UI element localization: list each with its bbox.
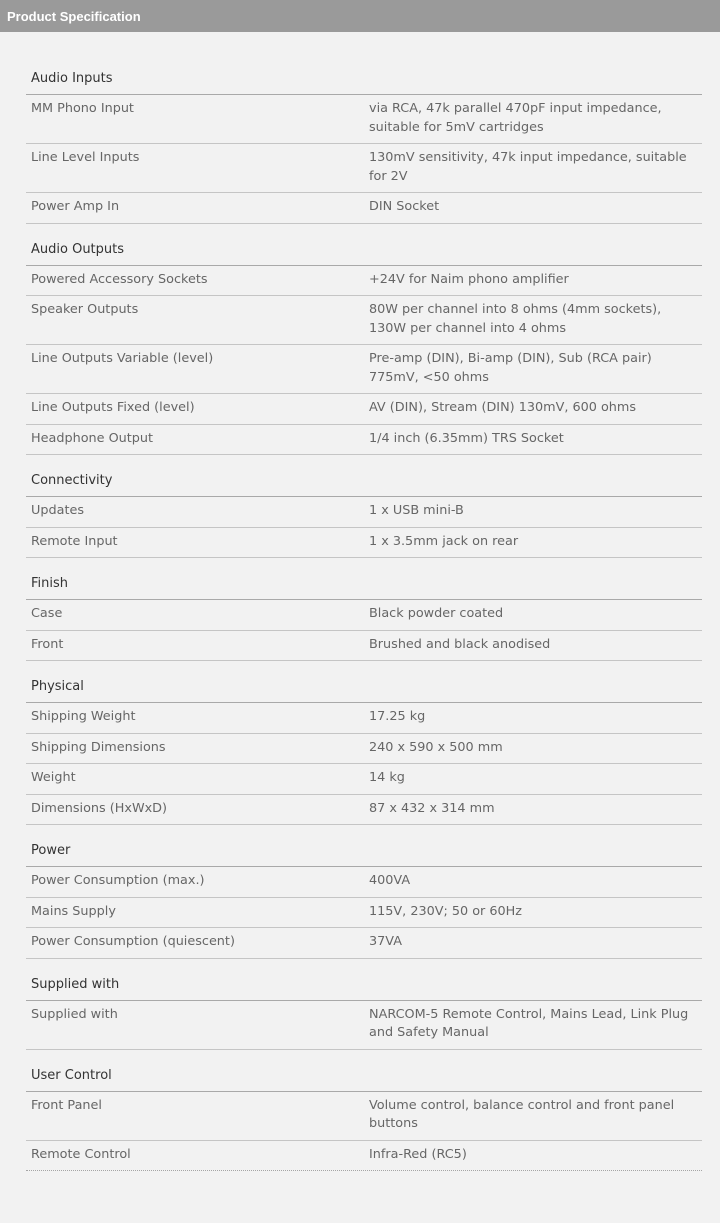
spec-value: Infra-Red (RC5) [369, 1146, 467, 1162]
spec-label: Remote Control [31, 1146, 131, 1162]
spec-content [0, 32, 720, 1171]
spec-label: Speaker Outputs [31, 302, 139, 317]
spec-label: Shipping Weight [31, 709, 136, 724]
spec-value: 240 x 590 x 500 mm [369, 739, 503, 755]
section-audio-outputs [26, 242, 702, 456]
spec-label: Headphone Output [31, 430, 154, 446]
spec-row [26, 144, 702, 193]
page-title: Product Specification [7, 8, 141, 24]
spec-row [26, 296, 702, 345]
spec-label: Dimensions (HxWxD) [31, 800, 168, 816]
spec-label: MM Phono Input [31, 101, 134, 116]
spec-label: Front Panel [31, 1097, 102, 1113]
spec-row [26, 1092, 702, 1141]
spec-value: 400VA [369, 873, 411, 888]
spec-value: DIN Socket [369, 199, 440, 214]
section-user-control [26, 1068, 702, 1172]
section-title: User Control [26, 1068, 702, 1092]
section-title: Power [26, 843, 702, 867]
spec-row [26, 425, 702, 456]
spec-row [26, 1141, 702, 1172]
spec-label: Shipping Dimensions [31, 739, 166, 755]
spec-label: Weight [31, 770, 76, 785]
section-supplied-with [26, 977, 702, 1050]
spec-row [26, 600, 702, 631]
spec-label: Supplied with [31, 1006, 118, 1022]
spec-label: Line Outputs Fixed (level) [31, 400, 195, 415]
section-title: Connectivity [26, 473, 702, 497]
spec-value: 115V, 230V; 50 or 60Hz [369, 903, 523, 919]
spec-value: via RCA, 47k parallel 470pF input impedance, suitable for 5mV cartridges [369, 101, 662, 135]
spec-label: Case [31, 606, 63, 621]
spec-row [26, 266, 702, 297]
section-connectivity [26, 473, 702, 558]
spec-value: 37VA [369, 934, 402, 949]
spec-value: 87 x 432 x 314 mm [369, 800, 495, 816]
section-title: Physical [26, 679, 702, 703]
spec-value: +24V for Naim phono amplifier [369, 271, 569, 287]
spec-row [26, 95, 702, 144]
spec-label: Remote Input [31, 533, 118, 549]
section-title: Audio Outputs [26, 242, 702, 266]
spec-label: Front [31, 636, 64, 652]
spec-row [26, 898, 702, 929]
spec-label: Powered Accessory Sockets [31, 271, 208, 287]
page-header [0, 0, 720, 32]
spec-value: Volume control, balance control and front panel buttons [369, 1097, 675, 1131]
spec-row [26, 345, 702, 394]
section-title: Finish [26, 576, 702, 600]
section-finish [26, 576, 702, 661]
spec-row [26, 795, 702, 826]
section-power [26, 843, 702, 959]
spec-value: 1/4 inch (6.35mm) TRS Socket [369, 430, 564, 446]
spec-value: 14 kg [369, 770, 405, 785]
spec-row [26, 867, 702, 898]
spec-label: Line Level Inputs [31, 150, 140, 165]
spec-value: AV (DIN), Stream (DIN) 130mV, 600 ohms [369, 400, 637, 415]
section-title: Supplied with [26, 977, 702, 1001]
spec-row [26, 631, 702, 662]
spec-value: 17.25 kg [369, 709, 426, 724]
spec-value: Pre-amp (DIN), Bi-amp (DIN), Sub (RCA pair) 775mV, <50 ohms [369, 351, 652, 385]
spec-value: 130mV sensitivity, 47k input impedance, suitable for 2V [369, 150, 687, 184]
spec-value: Black powder coated [369, 606, 504, 621]
spec-label: Updates [31, 503, 85, 518]
spec-label: Line Outputs Variable (level) [31, 351, 214, 366]
spec-row [26, 528, 702, 559]
spec-row [26, 734, 702, 765]
spec-row [26, 394, 702, 425]
spec-value: 1 x 3.5mm jack on rear [369, 533, 519, 549]
spec-label: Power Consumption (quiescent) [31, 934, 235, 949]
spec-label: Mains Supply [31, 903, 116, 919]
spec-row [26, 497, 702, 528]
section-title: Audio Inputs [26, 71, 702, 95]
spec-row [26, 1001, 702, 1050]
spec-value: 80W per channel into 8 ohms (4mm sockets), 130W per channel into 4 ohms [369, 302, 662, 336]
spec-row [26, 193, 702, 224]
spec-label: Power Consumption (max.) [31, 873, 205, 888]
spec-label: Power Amp In [31, 199, 120, 214]
spec-value: NARCOM-5 Remote Control, Mains Lead, Link Plug and Safety Manual [369, 1006, 689, 1040]
spec-row [26, 703, 702, 734]
section-audio-inputs [26, 71, 702, 224]
spec-value: 1 x USB mini-B [369, 503, 464, 518]
spec-value: Brushed and black anodised [369, 636, 551, 652]
spec-row [26, 928, 702, 959]
section-physical [26, 679, 702, 825]
spec-row [26, 764, 702, 795]
